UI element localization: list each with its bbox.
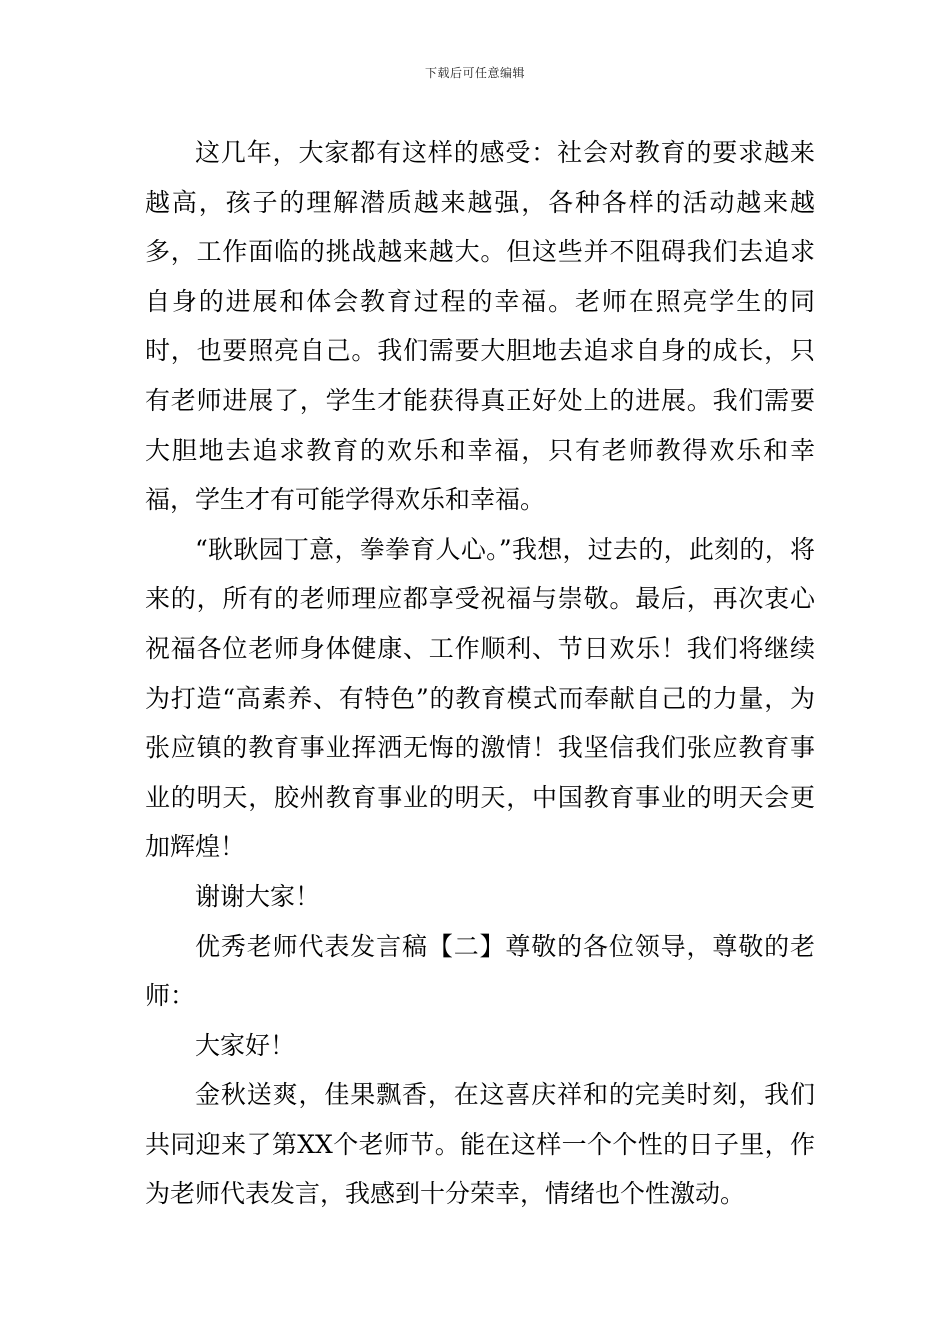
document-body (145, 128, 815, 1219)
paragraph-6: 金秋送爽，佳果飘香，在这喜庆祥和的完美时刻，我们共同迎来了第XX个老师节。能在这样一个个性的日子里，作为老师代表发言，我感到十分荣幸，情绪也个性激动。 (145, 1080, 815, 1209)
paragraph-3: 谢谢大家！ (195, 881, 321, 911)
page-header-note: 下载后可任意编辑 (424, 66, 525, 80)
paragraph-2: “耿耿园丁意，拳拳育人心。”我想，过去的，此刻的，将来的，所有的老师理应都享受祝福与崇敬。最后，再次衷心祝福各位老师身体健康、工作顺利、节日欢乐！我们将继续为打造“高素养、有特色”的教育模式而奉献自己的力量，为张应镇的教育事业挥洒无悔的激情！我坚信我们张应教育事业的明天，胶州教育事业的明天，中国教育事业的明天会更加辉煌！ (145, 534, 815, 862)
paragraph-4: 优秀老师代表发言稿【二】尊敬的各位领导，尊敬的老师： (145, 931, 815, 1011)
paragraph-1: 这几年，大家都有这样的感受：社会对教育的要求越来越高，孩子的理解潜质越来越强，各种各样的活动越来越多，工作面临的挑战越来越大。但这些并不阻碍我们去追求自身的进展和体会教育过程的幸福。老师在照亮学生的同时，也要照亮自己。我们需要大胆地去追求自身的成长，只有老师进展了，学生才能获得真正好处上的进展。我们需要大胆地去追求教育的欢乐和幸福，只有老师教得欢乐和幸福，学生才有可能学得欢乐和幸福。 (145, 138, 815, 515)
paragraph-5: 大家好！ (195, 1030, 296, 1060)
